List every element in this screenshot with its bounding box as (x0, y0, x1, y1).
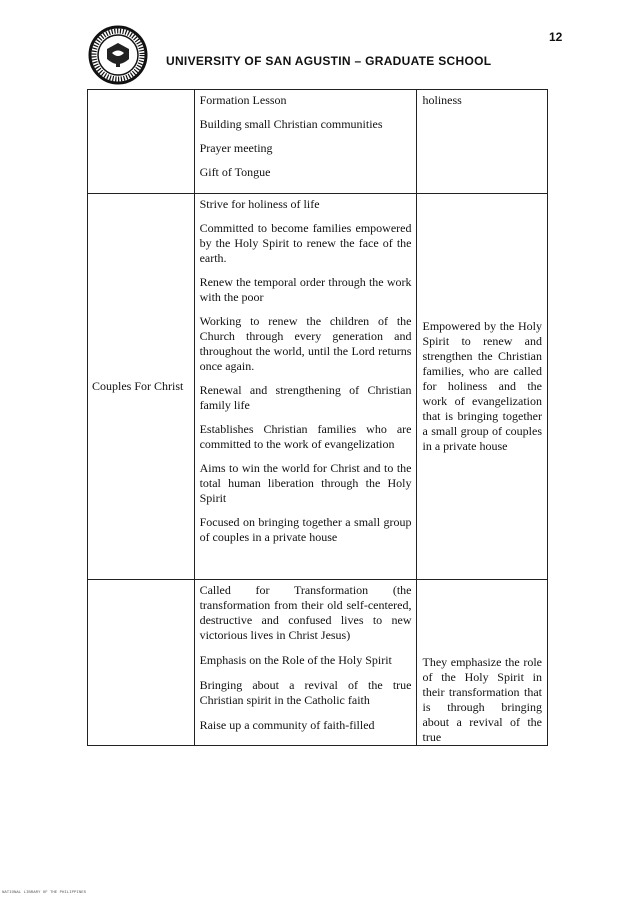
list-item: Focused on bringing together a small group of couples in a private house (199, 515, 412, 544)
list-item: Building small Christian communities (199, 117, 383, 131)
list-item: Strive for holiness of life (199, 197, 320, 211)
items-cell (194, 90, 417, 194)
list-item: Committed to become families empowered by the Holy Spirit to renew the face of the earth. (199, 221, 412, 265)
description-cell: They emphasize the role of the Holy Spirit in their transformation that is through bringing about a revival of the true (417, 580, 548, 746)
university-seal-icon (88, 25, 148, 85)
organization-cell (88, 580, 195, 746)
programs-table (87, 89, 548, 746)
list-item: Raise up a community of faith-filled (199, 718, 375, 732)
list-item: Formation Lesson (199, 93, 287, 107)
footer-note: NATIONAL LIBRARY OF THE PHILIPPINES (2, 891, 87, 895)
items-cell (194, 580, 417, 746)
table-row (88, 90, 548, 194)
list-item: Renew the temporal order through the work with the poor (199, 275, 412, 304)
items-cell (194, 194, 417, 580)
table-row (88, 194, 548, 580)
list-item: Emphasis on the Role of the Holy Spirit (199, 653, 392, 667)
organization-cell (88, 90, 195, 194)
description-cell: Empowered by the Holy Spirit to renew and strengthen the Christian families, who are called for holiness and the work of evangelization that is bringing together a small group of couples in a private house (417, 194, 548, 580)
list-item: Working to renew the children of the Church through every generation and throughout the world, until the Lord returns once again. (199, 314, 412, 373)
page-number: 12 (549, 30, 563, 44)
page-title: UNIVERSITY OF SAN AGUSTIN – GRADUATE SCHOOL (166, 54, 492, 68)
list-item: Aims to win the world for Christ and to the total human liberation through the Holy Spirit (199, 461, 412, 505)
description-cell: holiness (417, 90, 548, 194)
list-item: Gift of Tongue (199, 165, 271, 179)
list-item: Bringing about a revival of the true Christian spirit in the Catholic faith (199, 678, 412, 707)
organization-cell: Couples For Christ (88, 194, 195, 580)
list-item: Establishes Christian families who are committed to the work of evangelization (199, 422, 412, 451)
list-item: Renewal and strengthening of Christian family life (199, 383, 412, 412)
list-item: Called for Transformation (the transformation from their old self-centered, destructive and confused lives to new victorious lives in Christ Jesus) (199, 583, 412, 642)
table-row (88, 580, 548, 746)
list-item: Prayer meeting (199, 141, 273, 155)
